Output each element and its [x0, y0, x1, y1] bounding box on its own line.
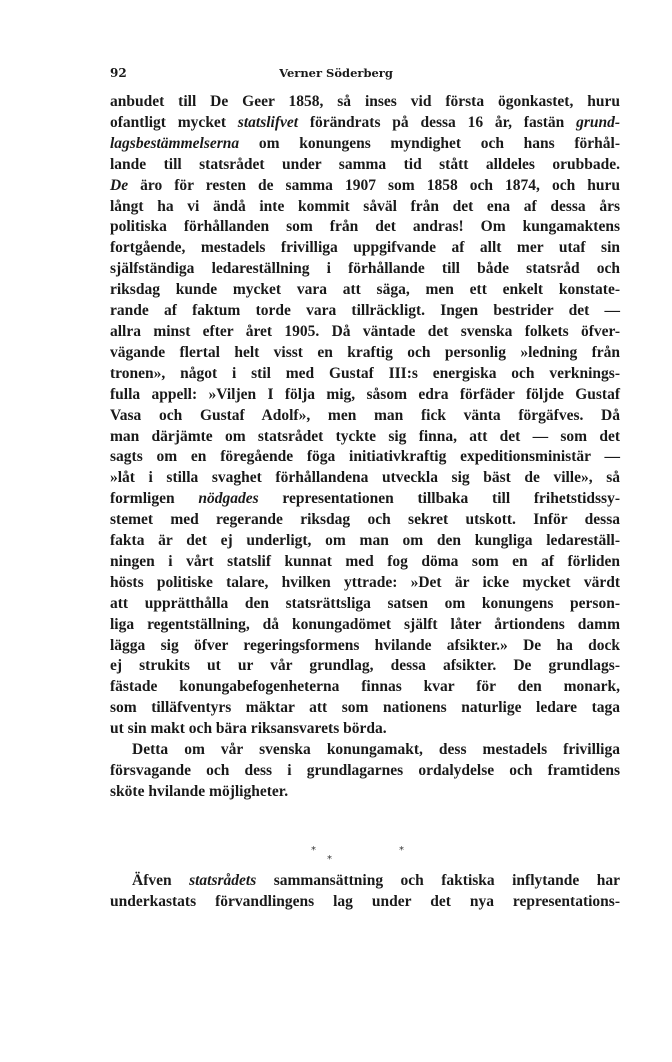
text-line	[110, 677, 620, 698]
emphasis: De	[110, 176, 129, 194]
text-line	[110, 280, 620, 301]
running-title: Verner Söderberg	[279, 66, 393, 80]
text-line	[110, 510, 620, 531]
page-number: 92	[110, 66, 127, 80]
separator-asterisk: *	[399, 845, 404, 856]
text-line	[110, 740, 620, 761]
text-line	[110, 197, 620, 218]
emphasis: lagsbestämmelserna	[110, 134, 240, 152]
text-line	[110, 594, 620, 615]
text-run: underkastats förvandlingens lag under det nya representations-	[110, 892, 620, 910]
text-line	[110, 552, 620, 573]
text-run: som tilläfventyrs mäktar att som nationens naturlige ledare taga	[110, 699, 620, 717]
text-run: ut sin makt och bära riksansvarets börda.	[110, 720, 387, 738]
text-run: fulla appell: »Viljen I följa mig, såsom edra förfäder följde Gustaf	[110, 385, 620, 403]
text-line	[110, 322, 620, 343]
text-run: om konungens myndighet och hans förhål-	[239, 134, 620, 152]
text-run: Vasa och Gustaf Adolf», men man fick vänta förgäfves. Då	[110, 406, 620, 424]
text-line	[110, 531, 620, 552]
text-run: »låt i stilla svaghet förhållandena utveckla sig bäst de ville», så	[110, 469, 620, 487]
text-run: fästade konungabefogenheterna finnas kvar för den monark,	[110, 678, 620, 696]
text-run: ej strukits ut ur vår grundlag, dessa afsikter. De grundlags-	[110, 657, 620, 675]
text-line	[110, 698, 620, 719]
text-line	[110, 489, 620, 510]
text-run: själfständiga ledareställning i förhållande till både statsråd och	[110, 260, 620, 278]
text-line	[110, 615, 620, 636]
text-run: riksdag kunde mycket vara att säga, men ett enkelt konstate-	[110, 281, 620, 299]
text-run: fakta är det ej underligt, om man om den kungliga ledareställ-	[110, 532, 620, 550]
text-line	[110, 385, 620, 406]
section-separator	[0, 845, 672, 875]
text-run: representationen tillbaka till frihetstidssy-	[258, 490, 620, 508]
text-run: tronen», något i stil med Gustaf III:s energiska och verknings-	[110, 364, 620, 382]
body-text	[110, 92, 620, 913]
emphasis: statsrådets	[189, 871, 257, 889]
text-line	[110, 636, 620, 657]
emphasis: statslifvet	[237, 113, 299, 131]
text-run: rande af faktum torde vara tillräckligt. Ingen bestrider det —	[110, 302, 620, 320]
text-line	[110, 782, 620, 803]
text-run: anbudet till De Geer 1858, så inses vid första ögonkastet, huru	[110, 93, 620, 110]
text-line	[110, 447, 620, 468]
text-line	[110, 719, 620, 740]
text-line	[110, 573, 620, 594]
text-line	[110, 343, 620, 364]
text-line	[110, 134, 620, 155]
text-line	[110, 761, 620, 782]
text-line	[110, 92, 620, 113]
text-run: sköte hvilande möjligheter.	[110, 782, 289, 800]
text-line	[110, 176, 620, 197]
text-run: formligen	[110, 490, 199, 508]
text-run: politiska förhållanden som från det andras! Om kungamaktens	[110, 218, 620, 236]
text-run: ofantligt mycket	[110, 113, 238, 131]
emphasis: grund-	[576, 113, 621, 131]
text-line	[110, 427, 620, 448]
text-run: hösts politiske talare, hvilken yttrade: »Det är icke mycket värdt	[110, 573, 620, 591]
text-run: sagts om en föregående föga initiativkraftig expeditionsministär —	[110, 448, 620, 466]
page-header	[0, 66, 672, 84]
text-run: Detta om vår svenska konungamakt, dess mestadels frivilliga	[132, 741, 620, 759]
text-line	[110, 892, 620, 913]
text-line	[110, 468, 620, 489]
text-run: stemet med regerande riksdag och sekret utskott. Inför dessa	[110, 511, 620, 529]
text-line	[110, 259, 620, 280]
emphasis: nödgades	[198, 490, 259, 508]
text-run: att upprätthålla den statsrättsliga satsen om konungens person-	[110, 594, 620, 612]
separator-asterisk: *	[327, 854, 332, 865]
text-line	[110, 238, 620, 259]
text-line	[110, 656, 620, 677]
text-run: lande till statsrådet under samma tid stått alldeles orubbade.	[110, 155, 620, 173]
text-line	[110, 406, 620, 427]
text-run: vägande flertal helt visst en kraftig och personlig »ledning från	[110, 343, 620, 361]
separator-asterisk: *	[311, 845, 316, 856]
text-run: fortgående, mestadels frivilliga uppgifvande af allt mer utaf sin	[110, 239, 620, 257]
text-run: långt ha vi ändå inte kommit såväl från det ena af dessa års	[110, 197, 620, 215]
text-run: lägga sig öfver regeringsformens hvilande afsikter.» De ha dock	[110, 636, 620, 654]
text-run: liga regentställning, då konungadömet själft låter årtiondens damm	[110, 615, 620, 633]
text-run: ningen i vårt statslif kunnat med fog döma som en af förliden	[110, 552, 620, 570]
text-line	[110, 364, 620, 385]
text-run: Äfven	[132, 871, 190, 889]
text-run: sammansättning och faktiska inflytande har	[256, 871, 620, 889]
text-run: försvagande och dess i grundlagarnes ordalydelse och framtidens	[110, 762, 620, 779]
text-line	[110, 155, 620, 176]
text-run: man därjämte om statsrådet tyckte sig finna, att det — som det	[110, 427, 620, 445]
text-line	[110, 301, 620, 322]
text-run: allra minst efter året 1905. Då väntade det svenska folkets öfver-	[110, 322, 620, 340]
text-line	[110, 113, 620, 134]
text-line	[110, 217, 620, 238]
text-run: äro för resten de samma 1907 som 1858 och 1874, och huru	[128, 176, 620, 194]
text-run: förändrats på dessa 16 år, fastän	[298, 113, 577, 131]
